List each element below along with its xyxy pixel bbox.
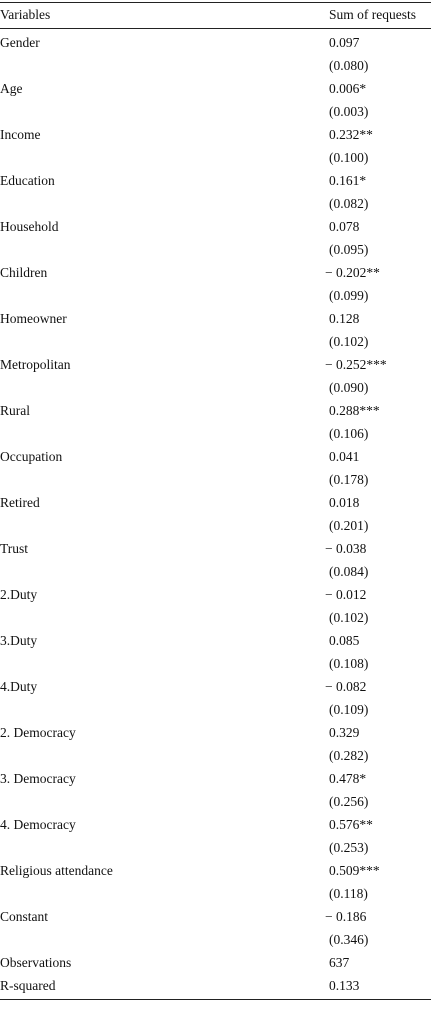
variable-name: Metropolitan bbox=[0, 357, 71, 372]
table-row bbox=[0, 859, 431, 882]
table-row bbox=[0, 537, 431, 560]
table-row bbox=[0, 169, 431, 192]
table-header-row bbox=[0, 3, 431, 28]
stat-value: 637 bbox=[329, 955, 350, 970]
standard-error-value: (0.256) bbox=[329, 794, 369, 809]
standard-error-value: (0.003) bbox=[329, 104, 369, 119]
coefficient-value: 0.006* bbox=[329, 81, 367, 96]
coefficient-value: − 0.202** bbox=[325, 265, 380, 280]
table-row bbox=[0, 399, 431, 422]
table-row-standard-error bbox=[0, 606, 431, 629]
variable-name: 3. Democracy bbox=[0, 771, 76, 786]
coefficient-value: 0.329 bbox=[329, 725, 360, 740]
coefficient-value: 0.288*** bbox=[329, 403, 380, 418]
coefficient-value: 0.576** bbox=[329, 817, 373, 832]
table-stat-row bbox=[0, 951, 431, 974]
coefficient-value: 0.478* bbox=[329, 771, 367, 786]
table-row bbox=[0, 123, 431, 146]
table-row-standard-error bbox=[0, 836, 431, 859]
table-row-standard-error bbox=[0, 284, 431, 307]
table-body bbox=[0, 29, 431, 997]
table-row-standard-error bbox=[0, 146, 431, 169]
coefficient-value: − 0.252*** bbox=[325, 357, 387, 372]
table-row bbox=[0, 583, 431, 606]
table-row-standard-error bbox=[0, 928, 431, 951]
variable-name: Occupation bbox=[0, 449, 63, 464]
table-row-standard-error bbox=[0, 100, 431, 123]
coefficient-value: 0.509*** bbox=[329, 863, 380, 878]
variable-name: Gender bbox=[0, 35, 40, 50]
standard-error-value: (0.082) bbox=[329, 196, 369, 211]
table-row bbox=[0, 353, 431, 376]
table-row bbox=[0, 675, 431, 698]
coefficient-value: − 0.038 bbox=[325, 541, 367, 556]
variable-name: 4. Democracy bbox=[0, 817, 76, 832]
header-variables: Variables bbox=[0, 7, 51, 22]
table-row bbox=[0, 445, 431, 468]
standard-error-value: (0.102) bbox=[329, 610, 369, 625]
header-sum-of-requests: Sum of requests bbox=[329, 7, 416, 22]
standard-error-value: (0.118) bbox=[329, 886, 368, 901]
coefficient-value: − 0.186 bbox=[325, 909, 367, 924]
coefficient-value: − 0.082 bbox=[325, 679, 367, 694]
coefficient-value: 0.128 bbox=[329, 311, 360, 326]
variable-name: 4.Duty bbox=[0, 679, 38, 694]
table-row bbox=[0, 721, 431, 744]
table-row bbox=[0, 215, 431, 238]
standard-error-value: (0.108) bbox=[329, 656, 369, 671]
table-row-standard-error bbox=[0, 560, 431, 583]
table-row-standard-error bbox=[0, 238, 431, 261]
table-row-standard-error bbox=[0, 422, 431, 445]
table-row-standard-error bbox=[0, 790, 431, 813]
table-row-standard-error bbox=[0, 882, 431, 905]
variable-name: Household bbox=[0, 219, 59, 234]
variable-name: Constant bbox=[0, 909, 49, 924]
coefficient-value: 0.085 bbox=[329, 633, 360, 648]
coefficient-value: 0.078 bbox=[329, 219, 360, 234]
standard-error-value: (0.253) bbox=[329, 840, 369, 855]
table-row bbox=[0, 31, 431, 54]
variable-name: Children bbox=[0, 265, 48, 280]
table-row bbox=[0, 767, 431, 790]
coefficient-value: − 0.012 bbox=[325, 587, 367, 602]
stat-label: R-squared bbox=[0, 978, 56, 993]
table-row-standard-error bbox=[0, 376, 431, 399]
standard-error-value: (0.099) bbox=[329, 288, 369, 303]
table-row-standard-error bbox=[0, 468, 431, 491]
table-bottom-rule bbox=[0, 999, 431, 1000]
standard-error-value: (0.100) bbox=[329, 150, 369, 165]
standard-error-value: (0.346) bbox=[329, 932, 369, 947]
table-row bbox=[0, 491, 431, 514]
standard-error-value: (0.106) bbox=[329, 426, 369, 441]
variable-name: Education bbox=[0, 173, 55, 188]
table-row bbox=[0, 77, 431, 100]
stat-value: 0.133 bbox=[329, 978, 360, 993]
coefficient-value: 0.097 bbox=[329, 35, 360, 50]
standard-error-value: (0.178) bbox=[329, 472, 369, 487]
table-row-standard-error bbox=[0, 744, 431, 767]
table-row-standard-error bbox=[0, 514, 431, 537]
standard-error-value: (0.201) bbox=[329, 518, 369, 533]
variable-name: Age bbox=[0, 81, 23, 96]
variable-name: 2. Democracy bbox=[0, 725, 76, 740]
standard-error-value: (0.090) bbox=[329, 380, 369, 395]
coefficient-value: 0.161* bbox=[329, 173, 367, 188]
table-stat-row bbox=[0, 974, 431, 997]
coefficient-value: 0.041 bbox=[329, 449, 360, 464]
standard-error-value: (0.095) bbox=[329, 242, 369, 257]
variable-name: Trust bbox=[0, 541, 29, 556]
table-row bbox=[0, 629, 431, 652]
standard-error-value: (0.282) bbox=[329, 748, 369, 763]
standard-error-value: (0.084) bbox=[329, 564, 369, 579]
standard-error-value: (0.102) bbox=[329, 334, 369, 349]
variable-name: 3.Duty bbox=[0, 633, 38, 648]
table-row bbox=[0, 813, 431, 836]
table-row bbox=[0, 905, 431, 928]
variable-name: Income bbox=[0, 127, 41, 142]
table-row-standard-error bbox=[0, 54, 431, 77]
standard-error-value: (0.080) bbox=[329, 58, 369, 73]
variable-name: Religious attendance bbox=[0, 863, 113, 878]
variable-name: Rural bbox=[0, 403, 30, 418]
variable-name: Retired bbox=[0, 495, 40, 510]
table-row-standard-error bbox=[0, 192, 431, 215]
coefficient-value: 0.018 bbox=[329, 495, 360, 510]
standard-error-value: (0.109) bbox=[329, 702, 369, 717]
table-row-standard-error bbox=[0, 698, 431, 721]
table-row-standard-error bbox=[0, 330, 431, 353]
table-row bbox=[0, 261, 431, 284]
variable-name: 2.Duty bbox=[0, 587, 38, 602]
coefficient-value: 0.232** bbox=[329, 127, 373, 142]
table-row-standard-error bbox=[0, 652, 431, 675]
stat-label: Observations bbox=[0, 955, 72, 970]
variable-name: Homeowner bbox=[0, 311, 67, 326]
table-row bbox=[0, 307, 431, 330]
